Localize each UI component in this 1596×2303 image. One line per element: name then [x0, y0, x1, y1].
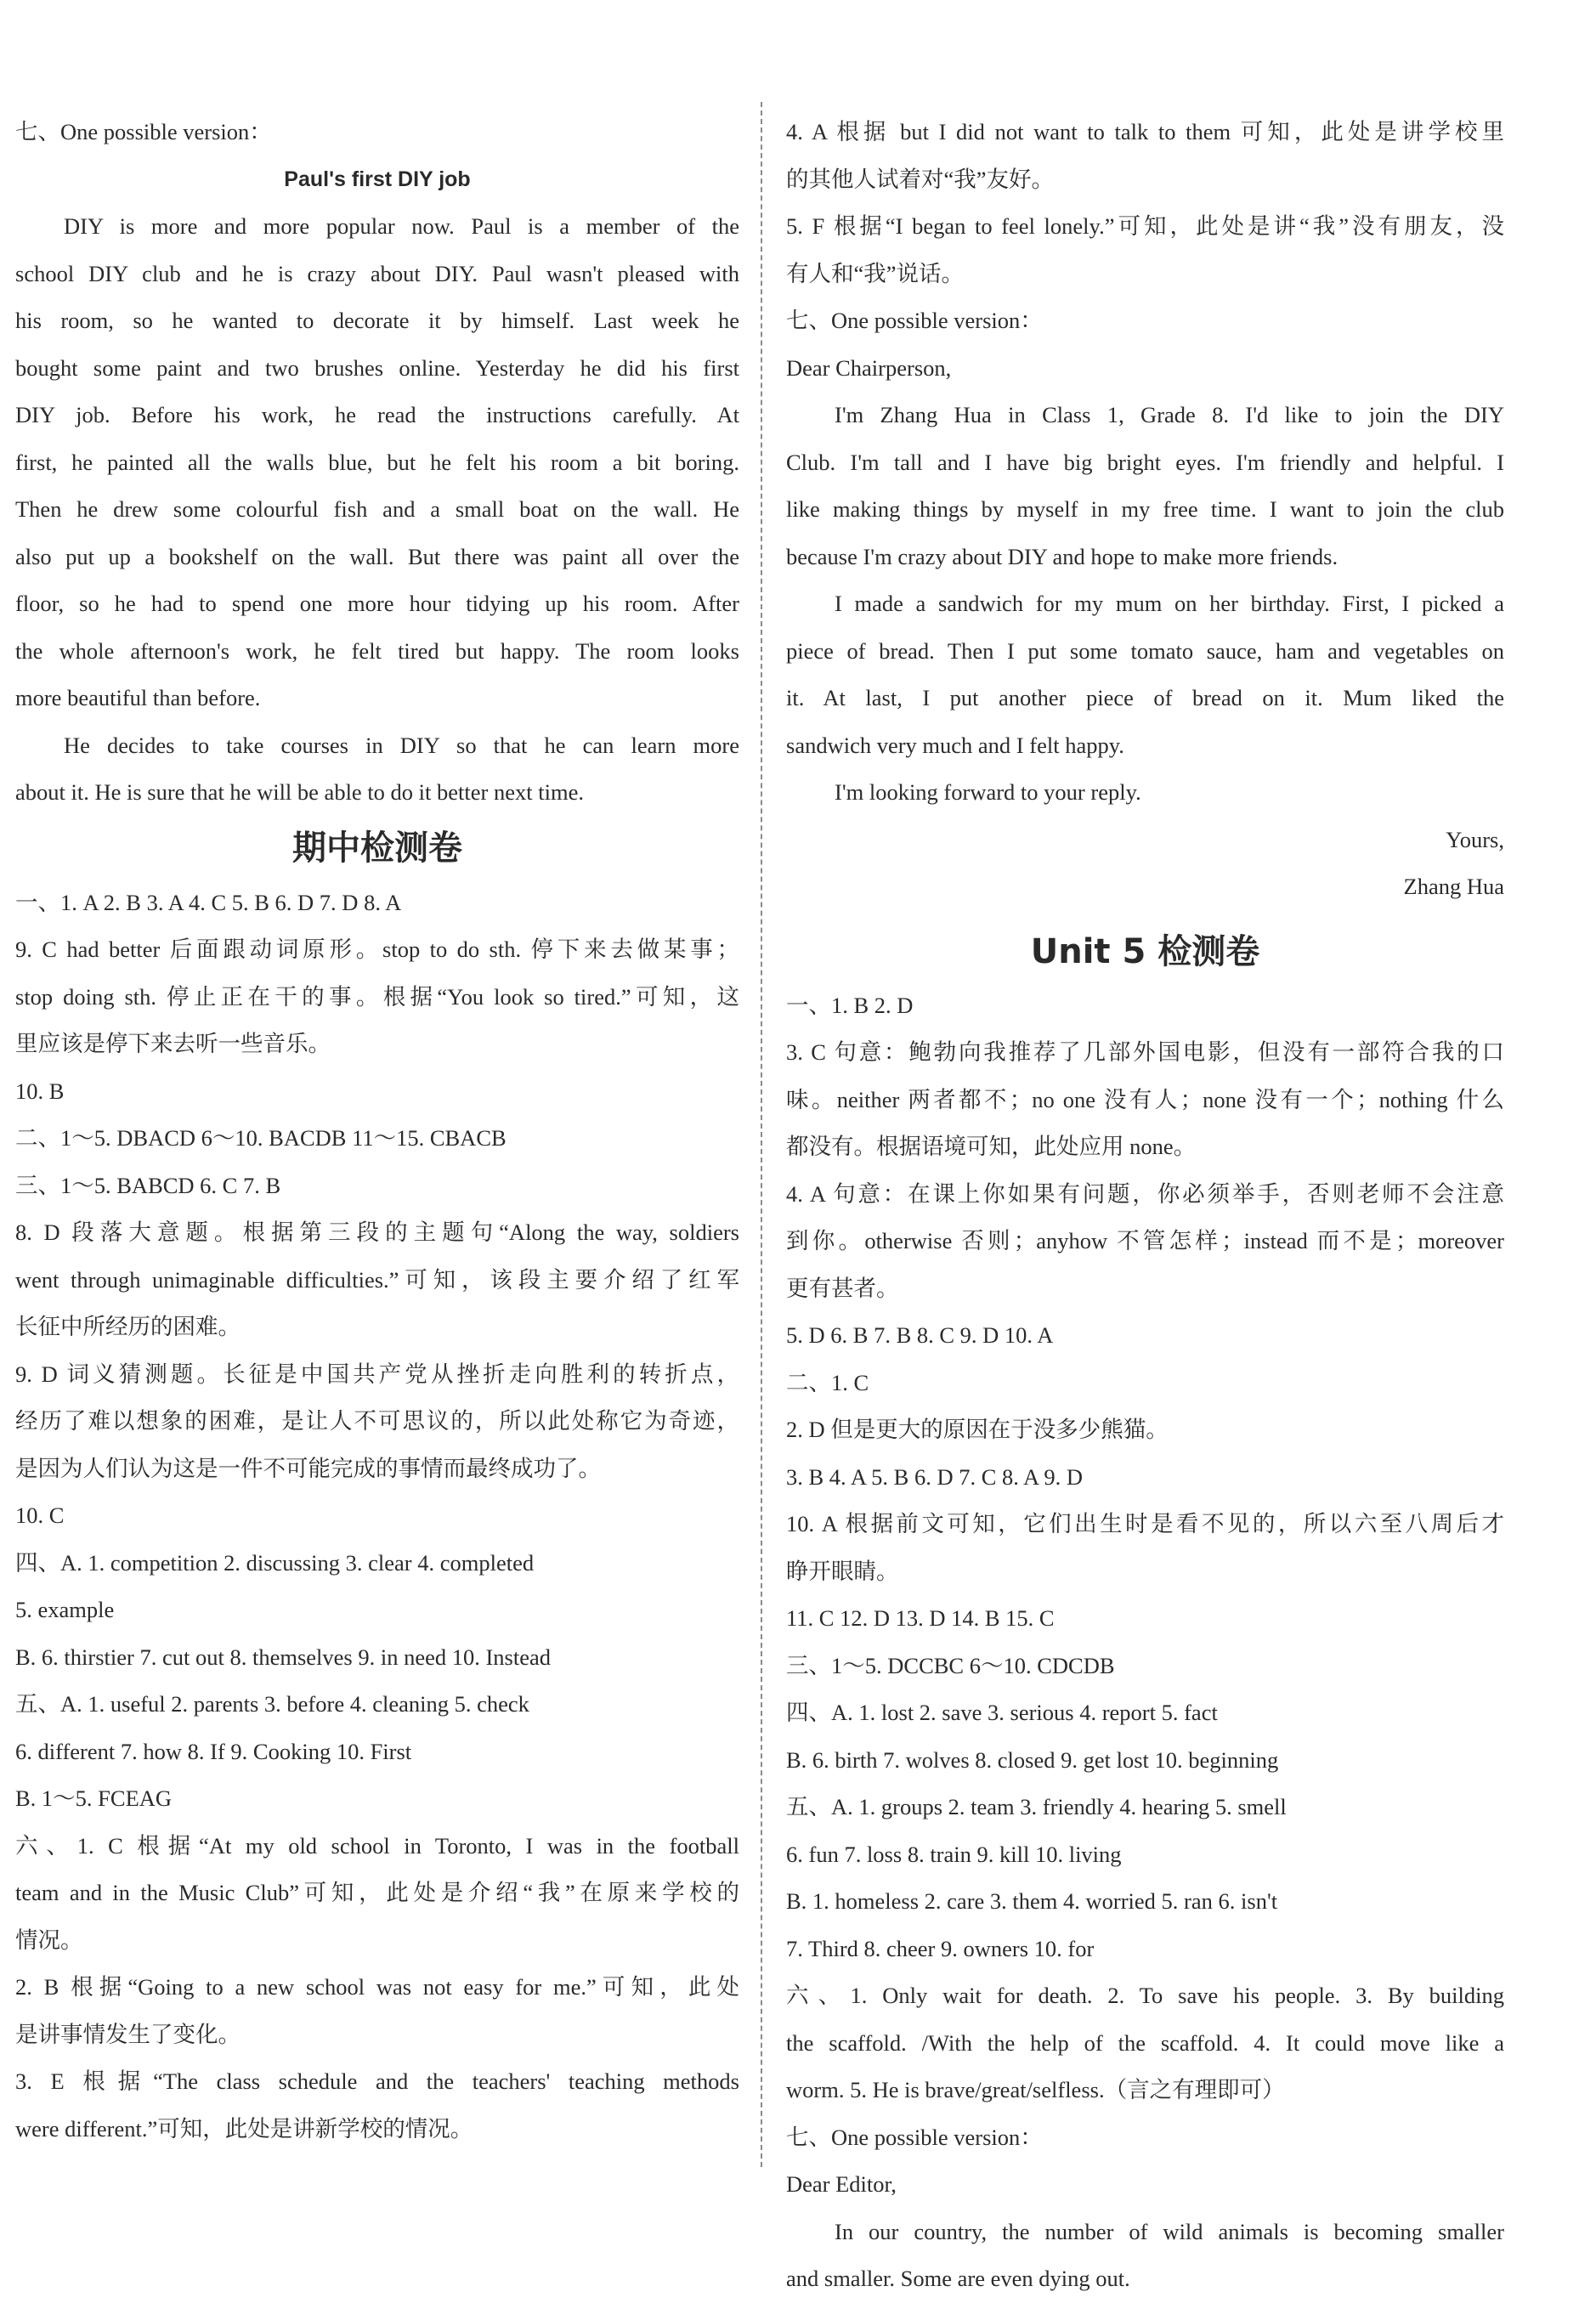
essay-line: DIY is more and more popular now. Paul is a member of the [64, 213, 739, 239]
letter-line: I made a sandwich for my mum on her birthday. First, I picked a [835, 591, 1504, 616]
answer-line: 经历了难以想象的困难，是让人不可思议的，所以此处称它为奇迹， [15, 1408, 739, 1434]
answer-line: 7. Third 8. cheer 9. owners 10. for [786, 1935, 1095, 1961]
essay-line: floor, so he had to spend one more hour tidying up his room. After [15, 591, 739, 616]
essay-line: his room, so he wanted to decorate it by himself. Last week he [15, 308, 739, 333]
answer-line: B. 1. homeless 2. care 3. them 4. worried 5. ran 6. isn't [786, 1888, 1278, 1914]
answer-line: team and in the Music Club”可知，此处是介绍“我”在原来学校的 [15, 1880, 739, 1905]
answer-line: 3. E 根据“The class schedule and the teachers' teaching methods [15, 2068, 739, 2094]
letter-salutation: Dear Editor, [786, 2171, 897, 2197]
answer-line: 是因为人们认为这是一件不可能完成的事情而最终成功了。 [15, 1455, 601, 1481]
answer-line: 9. D 词义猜测题。长征是中国共产党从挫折走向胜利的转折点， [15, 1361, 739, 1387]
unit5-title: Unit 5 检测卷 [1030, 931, 1260, 971]
answer-line: 的其他人试着对“我”友好。 [786, 166, 1055, 192]
column-divider [761, 102, 762, 2167]
essay-line: bought some paint and two brushes online. Yesterday he did his first [15, 354, 739, 381]
answer-line: 一、1. A 2. B 3. A 4. C 5. B 6. D 7. D 8. A [15, 889, 402, 915]
essay-line: Then he drew some colourful fish and a small boat on the wall. He [15, 496, 739, 522]
answer-line: 10. C [15, 1502, 65, 1528]
letter-line: it. At last, I put another piece of bread on it. Mum liked the [786, 685, 1504, 710]
answer-line: 4. A 句意：在课上你如果有问题，你必须举手，否则老师不会注意 [786, 1180, 1504, 1207]
right-column [786, 109, 1504, 2303]
answer-line: 情况。 [15, 1927, 83, 1953]
answer-line: 三、1～5. BABCD 6. C 7. B [15, 1172, 281, 1198]
answer-line: 6. different 7. how 8. If 9. Cooking 10. First [15, 1738, 412, 1764]
letter-intro: 七、One possible version： [786, 308, 1043, 333]
essay-line: more beautiful than before. [15, 685, 261, 710]
essay-line: DIY job. Before his work, he read the instructions carefully. At [15, 402, 739, 427]
answer-line: 3. C 句意：鲍勃向我推荐了几部外国电影，但没有一部符合我的口 [786, 1039, 1504, 1065]
essay-line: about it. He is sure that he will be able to do it better next time. [15, 779, 584, 805]
answer-line: 5. D 6. B 7. B 8. C 9. D 10. A [786, 1322, 1054, 1348]
letter-line: and smaller. Some are even dying out. [786, 2266, 1130, 2291]
essay-line: the whole afternoon's work, he felt tired but happy. The room looks [15, 637, 739, 664]
answer-line: 5. F 根据“I began to feel lonely.”可知，此处是讲“我”没有朋友，没 [786, 213, 1504, 239]
answer-line: 8. D 段落大意题。根据第三段的主题句“Along the way, soldiers [15, 1219, 739, 1245]
answer-line: 4. A 根据 but I did not want to talk to them 可知，此处是讲学校里 [786, 119, 1504, 144]
midterm-title: 期中检测卷 [292, 828, 462, 868]
answer-line: 有人和“我”说话。 [786, 260, 965, 286]
answer-line: 5. example [15, 1597, 115, 1622]
answer-line: were different.”可知，此处是讲新学校的情况。 [15, 2115, 473, 2142]
answer-line: 更有甚者。 [786, 1275, 899, 1301]
answer-line: B. 1～5. FCEAG [15, 1785, 173, 1811]
answer-line: 二、1～5. DBACD 6～10. BACDB 11～15. CBACB [15, 1125, 507, 1151]
answer-line: 是讲事情发生了变化。 [15, 2021, 241, 2047]
letter-line: like making things by myself in my free time. I want to join the club [786, 496, 1504, 522]
essay-line: also put up a bookshelf on the wall. But there was paint all over the [15, 543, 739, 569]
letter-signature: Zhang Hua [1403, 874, 1504, 899]
answer-line: went through unimaginable difficulties.”可知，该段主要介绍了红军 [15, 1266, 739, 1293]
letter-line: Club. I'm tall and I have big bright eyes. I'm friendly and helpful. I [786, 449, 1504, 475]
answer-line: worm. 5. He is brave/great/selfless.（言之有理即可） [786, 2077, 1285, 2102]
essay-line: He decides to take courses in DIY so that he can learn more [64, 732, 739, 758]
answer-line: 一、1. B 2. D [786, 992, 914, 1018]
answer-line: B. 6. thirstier 7. cut out 8. themselves 9. in need 10. Instead [15, 1644, 551, 1670]
answer-line: 6. fun 7. loss 8. train 9. kill 10. living [786, 1841, 1122, 1867]
answer-line: 五、A. 1. groups 2. team 3. friendly 4. hearing 5. smell [786, 1794, 1287, 1819]
answer-line: 五、A. 1. useful 2. parents 3. before 4. cleaning 5. check [15, 1691, 529, 1717]
answer-line: 味。neither 两者都不；no one 没有人；none 没有一个；nothing 什么 [786, 1086, 1504, 1112]
answer-line: 四、A. 1. lost 2. save 3. serious 4. report 5. fact [786, 1700, 1218, 1725]
answer-line: 二、1. C [786, 1369, 869, 1395]
letter-line: I'm looking forward to your reply. [835, 779, 1141, 805]
letter-salutation: Dear Chairperson, [786, 354, 952, 381]
answer-line: 2. B 根据“Going to a new school was not easy for me.”可知，此处 [15, 1974, 739, 2000]
answer-line: 10. B [15, 1078, 65, 1104]
answer-line: 六、1. Only wait for death. 2. To save his people. 3. By building [786, 1983, 1504, 2008]
left-column [15, 109, 739, 2153]
answer-line: 11. C 12. D 13. D 14. B 15. C [786, 1605, 1055, 1631]
answer-line: 9. C had better 后面跟动词原形。stop to do sth. 停下来去做某事； [15, 936, 739, 962]
answer-line: 四、A. 1. competition 2. discussing 3. clear 4. completed [15, 1549, 535, 1576]
letter-line: sandwich very much and I felt happy. [786, 732, 1124, 758]
answer-line: 10. A 根据前文可知，它们出生时是看不见的，所以六至八周后才 [786, 1511, 1504, 1536]
answer-line: 三、1～5. DCCBC 6～10. CDCDB [786, 1652, 1115, 1678]
essay-intro: 七、One possible version： [15, 119, 272, 144]
answer-line: 六、1. C 根据“At my old school in Toronto, I was in the football [15, 1832, 739, 1859]
letter-line: because I'm crazy about DIY and hope to make more friends. [786, 543, 1338, 569]
answer-line: 到你。otherwise 否则；anyhow 不管怎样；instead 而不是；moreover [786, 1228, 1504, 1253]
letter-line: piece of bread. Then I put some tomato sauce, ham and vegetables on [786, 637, 1504, 664]
answer-line: B. 6. birth 7. wolves 8. closed 9. get lost 10. beginning [786, 1746, 1279, 1773]
letter-line: In our country, the number of wild animals is becoming smaller [835, 2218, 1504, 2244]
essay-line: first, he painted all the walls blue, but he felt his room a bit boring. [15, 449, 739, 475]
answer-line: 长征中所经历的困难。 [15, 1314, 241, 1339]
answer-line: 里应该是停下来去听一些音乐。 [15, 1031, 331, 1056]
answer-line: stop doing sth. 停止正在干的事。根据“You look so tired.”可知，这 [15, 983, 739, 1010]
answer-line: 2. D 但是更大的原因在于没多少熊猫。 [786, 1417, 1169, 1442]
letter-intro: 七、One possible version： [786, 2124, 1043, 2150]
answer-line: 都没有。根据语境可知，此处应用 none。 [786, 1134, 1197, 1159]
letter-line: I'm Zhang Hua in Class 1, Grade 8. I'd like to join the DIY [835, 402, 1504, 427]
letter-closing: Yours, [1446, 826, 1504, 852]
answer-line: 3. B 4. A 5. B 6. D 7. C 8. A 9. D [786, 1463, 1083, 1490]
answer-line: the scaffold. /With the help of the scaffold. 4. It could move like a [786, 2029, 1504, 2056]
answer-line: 睁开眼睛。 [786, 1558, 899, 1584]
essay-line: school DIY club and he is crazy about DIY. Paul wasn't pleased with [15, 260, 739, 286]
essay-title: Paul's first DIY job [284, 167, 471, 191]
